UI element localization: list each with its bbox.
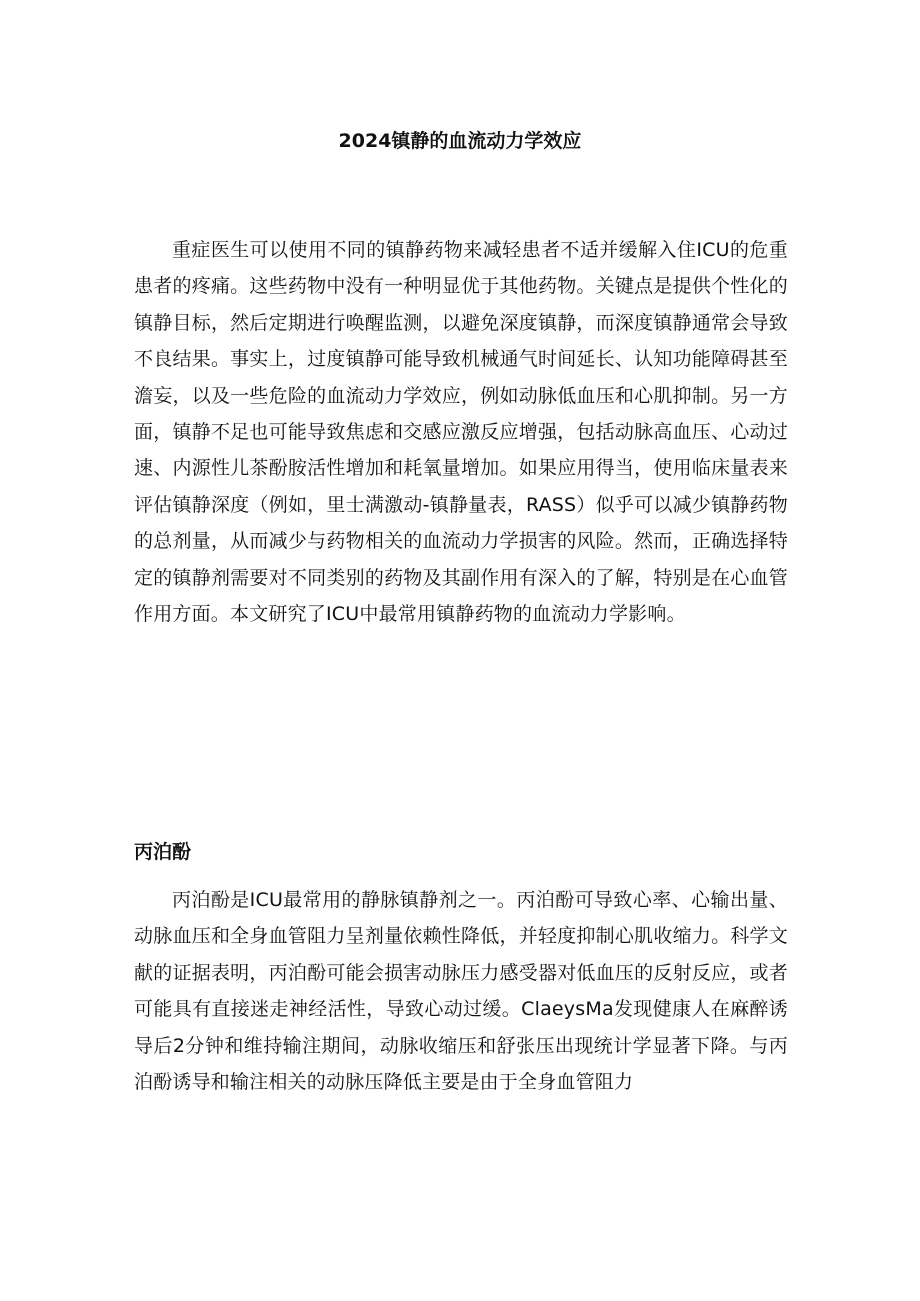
section-heading-propofol: 丙泊酚	[134, 841, 192, 863]
intro-paragraph: 重症医生可以使用不同的镇静药物来减轻患者不适并缓解入住ICU的危重患者的疼痛。这些药物中没有一种明显优于其他药物。关键点是提供个性化的镇静目标，然后定期进行唤醒监测，以避免深度镇静，而深度镇静通常会导致不良结果。事实上，过度镇静可能导致机械通气时间延长、认知功能障碍甚至澹妄，以及一些危险的血流动力学效应，例如动脉低血压和心肌抑制。另一方面，镇静不足也可能导致焦虑和交感应激反应增强，包括动脉高血压、心动过速、内源性儿茶酚胺活性增加和耗氧量增加。如果应用得当，使用临床量表来评估镇静深度（例如，里士满激动-镇静量表，RASS）似乎可以减少镇静药物的总剂量，从而减少与药物相关的血流动力学损害的风险。然而，正确选择特定的镇静剂需要对不同类别的药物及其副作用有深入的了解，特别是在心血管作用方面。本文研究了ICU中最常用镇静药物的血流动力学影响。	[134, 239, 788, 626]
document-title: 2024镇静的血流动力学效应	[338, 130, 582, 152]
propofol-paragraph: 丙泊酚是ICU最常用的静脉镇静剂之一。丙泊酚可导致心率、心输出量、动脉血压和全身血管阻力呈剂量依赖性降低，并轻度抑制心肌收缩力。科学文献的证据表明，丙泊酚可能会损害动脉压力感受器对低血压的反射反应，或者可能具有直接迷走神经活性，导致心动过缓。ClaeysMa发现健康人在麻醉诱导后2分钟和维持输注期间，动脉收缩压和舒张压出现统计学显著下降。与丙泊酚诱导和输注相关的动脉压降低主要是由于全身血管阻力	[134, 889, 788, 1094]
